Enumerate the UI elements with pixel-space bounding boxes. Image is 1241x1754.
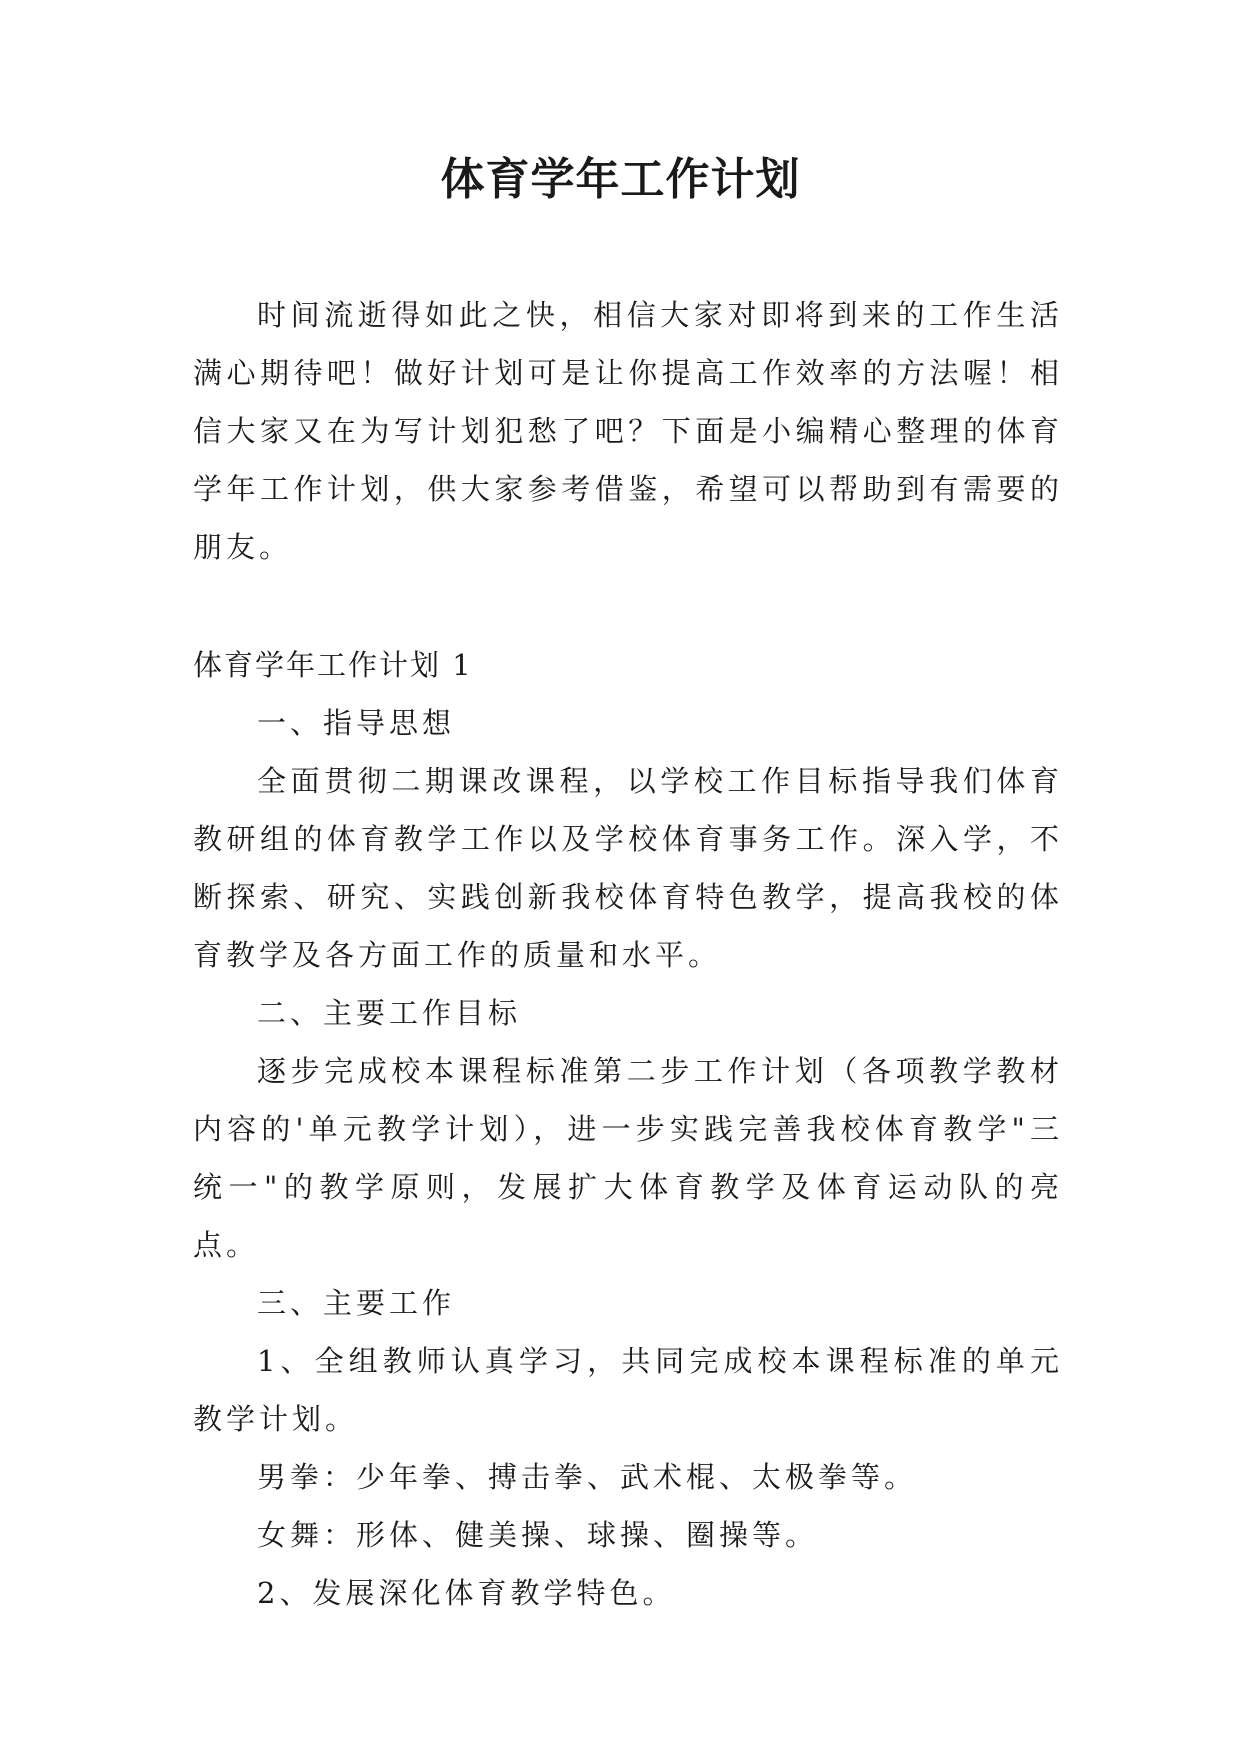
paragraph-work-item-1: 1、全组教师认真学习，共同完成校本课程标准的单元教学计划。 [193, 1344, 1063, 1436]
paragraph-main-goals: 逐步完成校本课程标准第二步工作计划（各项教学教材内容的'单元教学计划），进一步实践完善我校体育教学"三统一"的教学原则，发展扩大体育教学及体育运动队的亮点。 [193, 1054, 1063, 1262]
heading-guiding-thought: 一、指导思想 [257, 706, 456, 740]
paragraph-work-item-2: 2、发展深化体育教学特色。 [257, 1576, 676, 1610]
intro-paragraph: 时间流逝得如此之快，相信大家对即将到来的工作生活满心期待吧！做好计划可是让你提高工作效率的方法喔！相信大家又在为写计划犯愁了吧？下面是小编精心整理的体育学年工作计划，供大家参考借鉴，希望可以帮助到有需要的朋友。 [193, 298, 1063, 564]
section-block [193, 636, 1063, 1622]
paragraph-girls-dance: 女舞：形体、健美操、球操、圈操等。 [257, 1518, 819, 1552]
heading-main-work: 三、主要工作 [257, 1286, 456, 1320]
paragraph-boys-boxing: 男拳：少年拳、搏击拳、武术棍、太极拳等。 [257, 1460, 918, 1494]
document-title: 体育学年工作计划 [440, 154, 801, 205]
intro-block [193, 286, 1063, 576]
paragraph-guiding-thought: 全面贯彻二期课改课程，以学校工作目标指导我们体育教研组的体育教学工作以及学校体育事务工作。深入学，不断探索、研究、实践创新我校体育特色教学，提高我校的体育教学及各方面工作的质量和水平。 [193, 764, 1063, 972]
section-title: 体育学年工作计划 1 [193, 648, 473, 682]
heading-main-goals: 二、主要工作目标 [257, 996, 522, 1030]
